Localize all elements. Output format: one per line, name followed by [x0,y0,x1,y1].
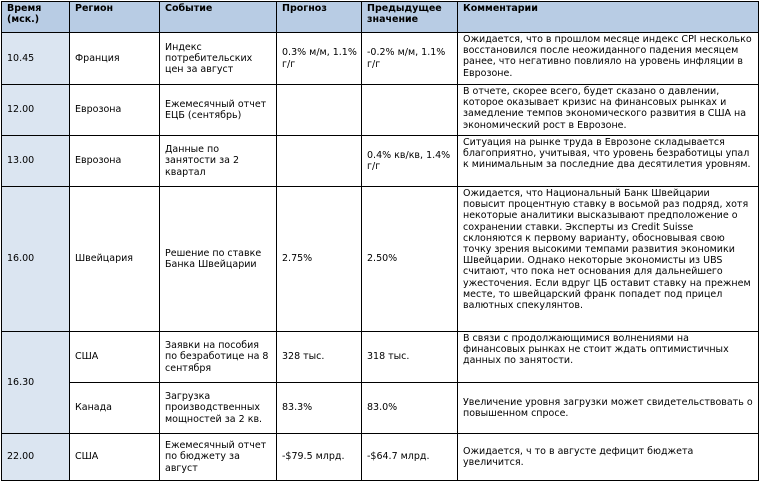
header-forecast: Прогноз [277,2,362,33]
forecast-cell: 83.3% [277,383,362,434]
previous-cell: 0.4% кв/кв, 1.4% г/г [362,136,458,187]
event-cell: Данные по занятости за 2 квартал [160,136,277,187]
region-cell: Франция [70,33,160,85]
table-row [2,33,759,85]
table-row [2,383,759,434]
comment-cell: Ожидается, что Национальный Банк Швейцарии повысит процентную ставку в восьмой раз подряд, хотя некоторые аналитики высказывают предположение о сохранении ставки. Эксперты из Credit Suisse склоняются к первому варианту, обосновывая свою точку зрения высокими темпами развития экономики Швейцарии. Однако некоторые экономисты из UBS считают, что пока нет основания для дальнейшего ужесточения. Если вдруг ЦБ оставит ставку на прежнем месте, то швейцарский франк попадет под прицел валютных спекулянтов. [458,187,759,332]
time-cell: 16.30 [2,332,70,434]
region-cell: США [70,434,160,481]
comment-cell: В связи с продолжающимися волнениями на финансовых рынках не стоит ждать оптимистичных данных по занятости. [458,332,759,383]
region-cell: Еврозона [70,85,160,136]
header-event: Событие [160,2,277,33]
time-cell: 13.00 [2,136,70,187]
header-comments: Комментарии [458,2,759,33]
previous-cell: -$64.7 млрд. [362,434,458,481]
forecast-cell: -$79.5 млрд. [277,434,362,481]
forecast-cell: 2.75% [277,187,362,332]
previous-cell: -0.2% м/м, 1.1% г/г [362,33,458,85]
comment-cell: Ожидается, ч то в августе дефицит бюджета увеличится. [458,434,759,481]
previous-cell: 2.50% [362,187,458,332]
event-cell: Ежемесячный отчет ЕЦБ (сентябрь) [160,85,277,136]
event-cell: Ежемесячный отчет по бюджету за август [160,434,277,481]
region-cell: Канада [70,383,160,434]
event-cell: Индекс потребительских цен за август [160,33,277,85]
previous-cell: 83.0% [362,383,458,434]
header-time: Время (мск.) [2,2,70,33]
forecast-cell: 328 тыс. [277,332,362,383]
economic-calendar-table [1,1,759,481]
previous-cell [362,85,458,136]
region-cell: США [70,332,160,383]
region-cell: Швейцария [70,187,160,332]
time-cell: 16.00 [2,187,70,332]
forecast-cell [277,85,362,136]
header-region: Регион [70,2,160,33]
comment-cell: Ситуация на рынке труда в Еврозоне складывается благоприятно, учитывая, что уровень безработицы упал к минимальным за последние два десятилетия уровням. [458,136,759,187]
time-cell: 10.45 [2,33,70,85]
table-row [2,187,759,332]
time-cell: 22.00 [2,434,70,481]
event-cell: Решение по ставке Банка Швейцарии [160,187,277,332]
event-cell: Заявки на пособия по безработице на 8 сентября [160,332,277,383]
header-row [2,2,759,33]
table-row [2,332,759,383]
forecast-cell [277,136,362,187]
time-cell: 12.00 [2,85,70,136]
region-cell: Еврозона [70,136,160,187]
comment-cell: В отчете, скорее всего, будет сказано о давлении, которое оказывает кризис на финансовых рынках и замедление темпов экономического развития в США на экономический рост в Еврозоне. [458,85,759,136]
previous-cell: 318 тыс. [362,332,458,383]
event-cell: Загрузка производственных мощностей за 2 кв. [160,383,277,434]
comment-cell: Ожидается, что в прошлом месяце индекс CPI несколько восстановился после неожиданного падения месяцем ранее, что негативно повлияло на уровень инфляции в Еврозоне. [458,33,759,85]
comment-cell: Увеличение уровня загрузки может свидетельствовать о повышенном спросе. [458,383,759,434]
header-previous: Предыдущее значение [362,2,458,33]
forecast-cell: 0.3% м/м, 1.1% г/г [277,33,362,85]
table-row [2,434,759,481]
table-row [2,136,759,187]
table-row [2,85,759,136]
